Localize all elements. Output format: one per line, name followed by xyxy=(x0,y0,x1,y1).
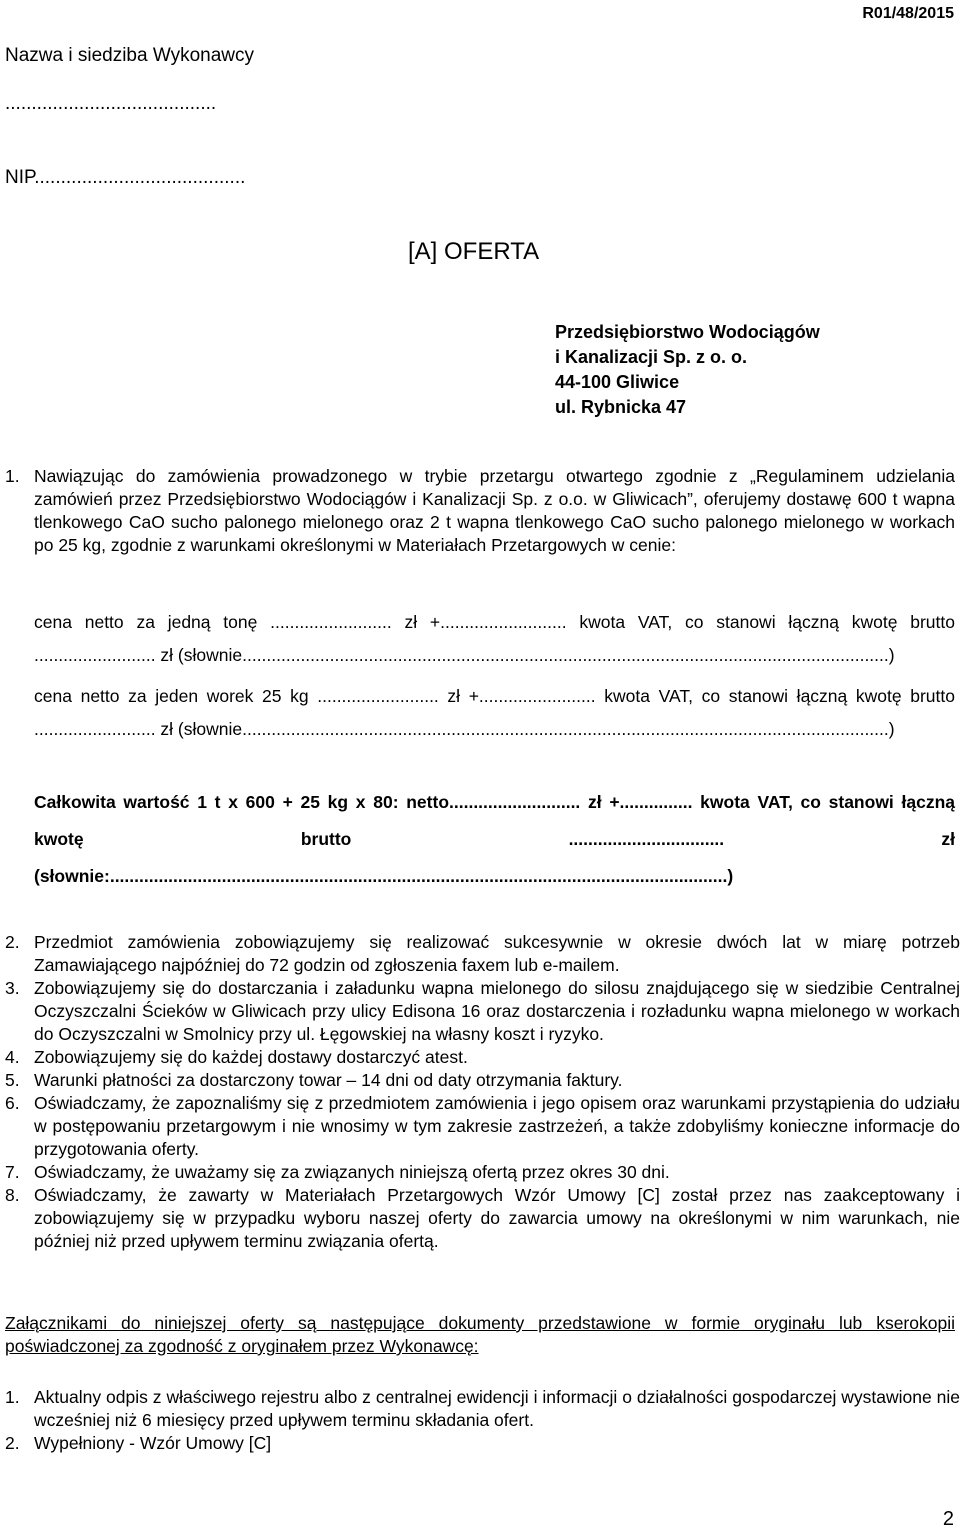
section-1-text: Nawiązując do zamówienia prowadzonego w trybie przetargu otwartego zgodnie z „Regulaminem udzielania zamówień przez Przedsiębiorstwo Wodociągów i Kanalizacji Sp. z o.o. w Gliwicach”, oferujemy dostawę 600 t wapna tlenkowego CaO sucho palonego mielonego oraz 2 t wapna tlenkowego CaO sucho palonego mielonego w workach po 25 kg, zgodnie z warunkami określonymi w Materiałach Przetargowych w cenie: xyxy=(34,466,955,555)
list-item-number: 3. xyxy=(5,978,20,998)
list-item xyxy=(0,1046,960,1069)
total-value: Całkowita wartość 1 t x 600 + 25 kg x 80: netto........................... zł +............... kwota VAT, co stanowi łączną kwotę brutto ................................ zł (słownie:...............................................................................................................................) xyxy=(34,792,955,886)
list-item-text: Zobowiązujemy się do dostarczania i załadunku wapna mielonego do silosu znajdującego się w siedzibie Centralnej Oczyszczalni Ścieków w Gliwicach przy ulicy Edisona 16 oraz dostarczenia i rozładunku wapna mielonego w workach do Oczyszczalni w Smolnicy przy ul. Łęgowskiej na własny koszt i ryzyko. xyxy=(34,978,960,1044)
list-item-number: 7. xyxy=(5,1162,20,1182)
list-item xyxy=(0,1432,960,1455)
list-item-text: Zobowiązujemy się do każdej dostawy dostarczyć atest. xyxy=(34,1047,468,1067)
page-title: [A] OFERTA xyxy=(408,238,540,265)
list-item xyxy=(0,1069,960,1092)
attachments-list xyxy=(0,1386,960,1455)
price-per-ton: cena netto za jedną tonę ......................... zł +.......................... kwota VAT, co stanowi łączną kwotę brutto ......................... zł (słownie.....................................................................................................................................) xyxy=(34,612,955,665)
contractor-label: Nazwa i siedziba Wykonawcy xyxy=(5,45,255,66)
list-item-text: Wypełniony - Wzór Umowy [C] xyxy=(34,1433,272,1453)
list-item-text: Warunki płatności za dostarczony towar – 14 dni od daty otrzymania faktury. xyxy=(34,1070,623,1090)
section-1-number: 1. xyxy=(5,466,20,486)
list-item xyxy=(0,931,960,977)
list-item-number: 4. xyxy=(5,1047,20,1067)
list-item xyxy=(0,977,960,1046)
list-item xyxy=(0,1092,960,1161)
attachments-note: Załącznikami do niniejszej oferty są następujące dokumenty przedstawione w formie oryginału lub kserokopii poświadczonej za zgodność z oryginałem przez Wykonawcę: xyxy=(5,1313,955,1356)
recipient-address xyxy=(555,320,820,420)
list-item xyxy=(0,1161,960,1184)
list-item-text: Aktualny odpis z właściwego rejestru albo z centralnej ewidencji i informacji o działalności gospodarczej wystawione nie wcześniej niż 6 miesięcy przed upływem terminu składania ofert. xyxy=(34,1387,960,1430)
list-item-text: Przedmiot zamówienia zobowiązujemy się realizować sukcesywnie w okresie dwóch lat w miarę potrzeb Zamawiającego najpóźniej do 72 godzin od zgłoszenia faxem lub e-mailem. xyxy=(34,932,960,975)
contractor-dots: ........................................ xyxy=(5,93,217,114)
list-item-number: 2. xyxy=(5,1433,20,1453)
conditions-list xyxy=(0,931,960,1253)
recipient-line-1: Przedsiębiorstwo Wodociągów xyxy=(555,322,820,342)
recipient-line-3: 44-100 Gliwice xyxy=(555,372,680,392)
list-item-number: 6. xyxy=(5,1093,20,1113)
list-item-number: 2. xyxy=(5,932,20,952)
recipient-line-2: i Kanalizacji Sp. z o. o. xyxy=(555,347,748,367)
list-item-number: 1. xyxy=(5,1387,20,1407)
price-per-bag: cena netto za jeden worek 25 kg ......................... zł +........................ kwota VAT, co stanowi łączną kwotę brutto ......................... zł (słownie.....................................................................................................................................) xyxy=(34,686,955,739)
list-item xyxy=(0,1386,960,1432)
list-item-number: 8. xyxy=(5,1185,20,1205)
nip-label: NIP........................................ xyxy=(5,167,246,188)
document-number: R01/48/2015 xyxy=(862,5,954,22)
list-item xyxy=(0,1184,960,1253)
list-item-number: 5. xyxy=(5,1070,20,1090)
recipient-line-4: ul. Rybnicka 47 xyxy=(555,397,687,417)
list-item-text: Oświadczamy, że zawarty w Materiałach Przetargowych Wzór Umowy [C] został przez nas zaakceptowany i zobowiązujemy się w przypadku wyboru naszej oferty do zawarcia umowy na określonymi w nim warunkach, nie później niż przed upływem terminu związania ofertą. xyxy=(34,1185,960,1251)
page-number: 2 xyxy=(942,1508,954,1530)
list-item-text: Oświadczamy, że uważamy się za związanych niniejszą ofertą przez okres 30 dni. xyxy=(34,1162,670,1182)
list-item-text: Oświadczamy, że zapoznaliśmy się z przedmiotem zamówienia i jego opisem oraz warunkami przystąpienia do udziału w postępowaniu przetargowym i nie wnosimy w tym zakresie zastrzeżeń, a także zdobyliśmy konieczne informacje do przygotowania oferty. xyxy=(34,1093,960,1159)
